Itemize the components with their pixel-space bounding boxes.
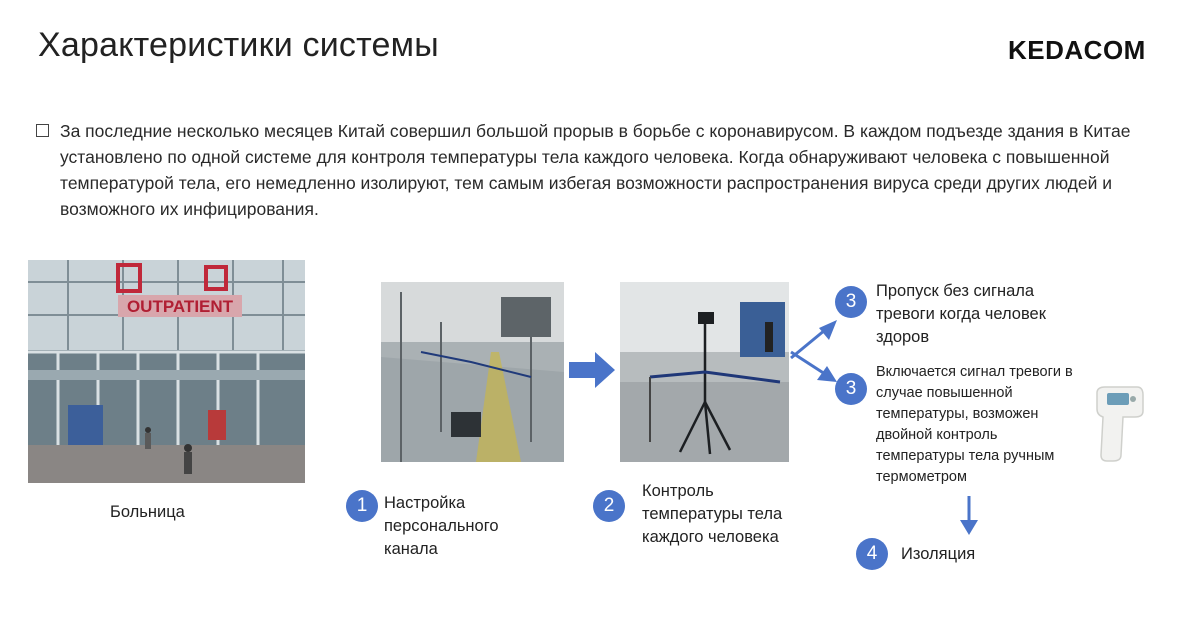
step-2-badge: 2 — [593, 490, 625, 522]
checkbox-bullet-icon — [36, 124, 49, 137]
channel-photo — [381, 282, 564, 462]
step-4-badge: 4 — [856, 538, 888, 570]
step-4-label: Изоляция — [901, 545, 976, 563]
intro-paragraph: За последние несколько месяцев Китай совершил большой прорыв в борьбе с коронавирусом. В каждом подъезде здания в Китае установлено по одной системе для контроля температуры тела каждого человека. Когда обнаруживают человека с повышенной температурой тела, его немедленно изолируют, тем самым избегая возможности распространения вируса среди других людей и возможного их инфицирования. — [60, 121, 1131, 219]
hospital-caption: Больница — [110, 503, 185, 521]
step-3a-label: Пропуск без сигнала тревоги когда человек здоров — [876, 282, 1046, 346]
page-title: Характеристики системы — [38, 26, 439, 64]
outpatient-sign: OUTPATIENT — [126, 297, 234, 316]
step-1-badge: 1 — [346, 490, 378, 522]
step-3a-badge: 3 — [835, 286, 867, 318]
step-1-label: Настройка персонального канала — [384, 494, 499, 558]
arrow-right-icon — [569, 352, 615, 393]
arrow-down-right-icon — [789, 350, 839, 391]
hospital-photo — [28, 260, 305, 483]
step-3b-label: Включается сигнал тревоги в случае повышенной температуры, возможен двойной контроль температуры тела ручным термометром — [876, 364, 1073, 485]
step-2-label: Контроль температуры тела каждого человека — [642, 482, 783, 546]
kedacom-logo: KEDACOM — [1008, 35, 1146, 65]
thermal-camera-photo — [620, 282, 789, 462]
thermometer-icon — [1093, 385, 1145, 468]
arrow-down-icon — [959, 496, 979, 541]
step-3b-badge: 3 — [835, 373, 867, 405]
